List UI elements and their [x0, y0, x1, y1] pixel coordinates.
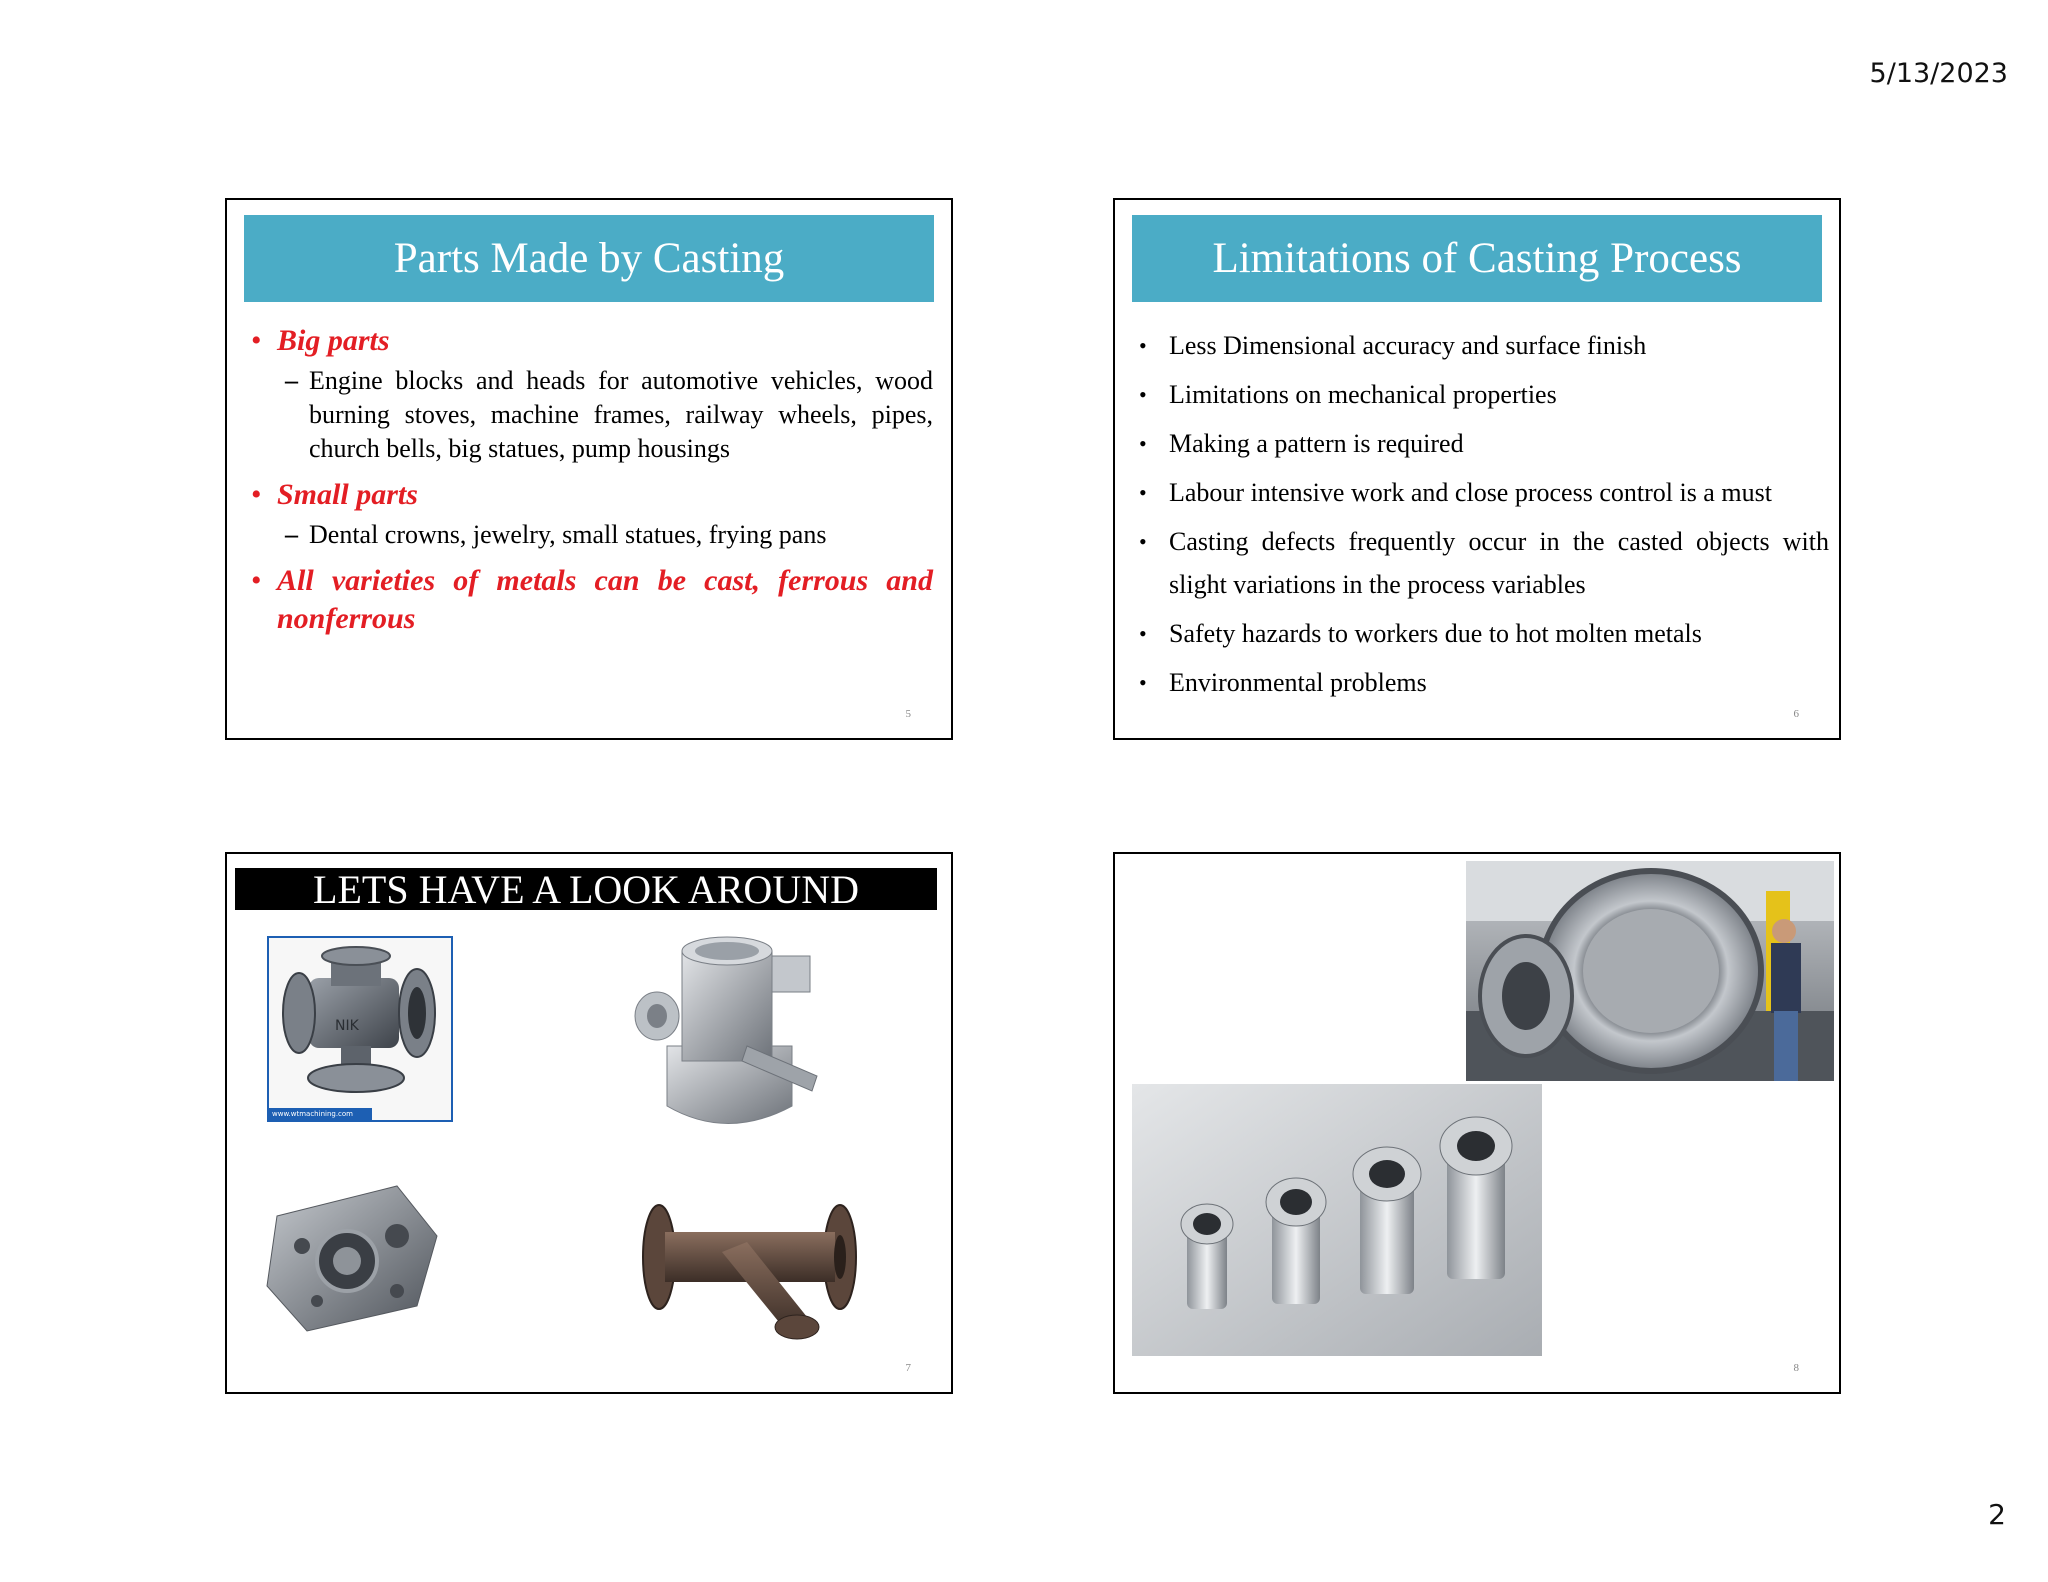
page-number: 2: [1988, 1498, 2006, 1531]
limitations-list: [1139, 324, 1829, 710]
list-item-text: Environmental problems: [1169, 668, 1427, 697]
sub-bullet-big-parts: [285, 364, 933, 466]
bullet-dot: •: [1139, 480, 1147, 505]
watermark-strip: www.wtmachining.com: [269, 1108, 372, 1120]
list-item: [1139, 324, 1829, 367]
slide-body: [251, 322, 933, 642]
bullet-dot: •: [1139, 382, 1147, 407]
dash-marker: –: [285, 520, 298, 549]
slide-number: 5: [905, 708, 911, 720]
bullet-dot: •: [1139, 333, 1147, 358]
bullet-all-metals: [251, 562, 933, 638]
slide-limitations: [1113, 198, 1841, 740]
cast-parts-row-photo: [1132, 1084, 1542, 1356]
valve-icon: [269, 938, 451, 1108]
bullet-dot: •: [1139, 529, 1147, 554]
slide-title: LETS HAVE A LOOK AROUND: [235, 868, 937, 910]
sub-bullet-text: Engine blocks and heads for automotive vehicles, wood burning stoves, machine frames, railway wheels, pipes, church bells, big statues, pump housings: [309, 366, 933, 463]
slide-parts-made-by-casting: [225, 198, 953, 740]
slide-look-around: [225, 852, 953, 1394]
list-item-text: Labour intensive work and close process control is a must: [1169, 478, 1772, 507]
slide-title: Parts Made by Casting: [244, 215, 934, 302]
bullet-dot: •: [251, 324, 262, 357]
cast-valve-image: [267, 936, 453, 1122]
page-date: 5/13/2023: [1869, 58, 2008, 89]
list-item: [1139, 520, 1829, 606]
list-item: [1139, 471, 1829, 514]
slide-number: 6: [1793, 708, 1799, 720]
list-item: [1139, 422, 1829, 465]
bullet-dot: •: [1139, 621, 1147, 646]
list-item: [1139, 373, 1829, 416]
aluminium-castings-photo: [1132, 1084, 1542, 1356]
large-casting-photo: [1466, 861, 1834, 1081]
bullet-dot: •: [1139, 431, 1147, 456]
bullet-dot: •: [1139, 670, 1147, 695]
dash-marker: –: [285, 366, 298, 395]
bullet-dot: •: [251, 478, 262, 511]
industrial-casting-photo: [1466, 861, 1834, 1081]
list-item-text: Making a pattern is required: [1169, 429, 1464, 458]
bullet-heading: Big parts: [277, 324, 390, 357]
sub-bullet-text: Dental crowns, jewelry, small statues, frying pans: [309, 520, 827, 549]
engine-casing-image: [257, 1176, 447, 1336]
slide-number: 8: [1793, 1362, 1799, 1374]
slide-title: Limitations of Casting Process: [1132, 215, 1822, 302]
list-item-text: Casting defects frequently occur in the casted objects with slight variations in the process variables: [1169, 527, 1829, 599]
list-item-text: Safety hazards to workers due to hot molten metals: [1169, 619, 1702, 648]
strainer-valve-image: [637, 1192, 862, 1352]
svg-text:NIK: NIK: [335, 1018, 359, 1034]
bullet-heading: All varieties of metals can be cast, ferrous and nonferrous: [277, 564, 933, 635]
list-item: [1139, 661, 1829, 704]
cast-housing-image: [627, 926, 837, 1146]
list-item: [1139, 612, 1829, 655]
bullet-dot: •: [251, 564, 262, 597]
list-item-text: Limitations on mechanical properties: [1169, 380, 1557, 409]
bullet-small-parts: [251, 476, 933, 514]
bullet-big-parts: [251, 322, 933, 360]
list-item-text: Less Dimensional accuracy and surface finish: [1169, 331, 1647, 360]
slide-number: 7: [905, 1362, 911, 1374]
slide-casting-photos: [1113, 852, 1841, 1394]
bullet-heading: Small parts: [277, 478, 418, 511]
sub-bullet-small-parts: [285, 518, 933, 552]
